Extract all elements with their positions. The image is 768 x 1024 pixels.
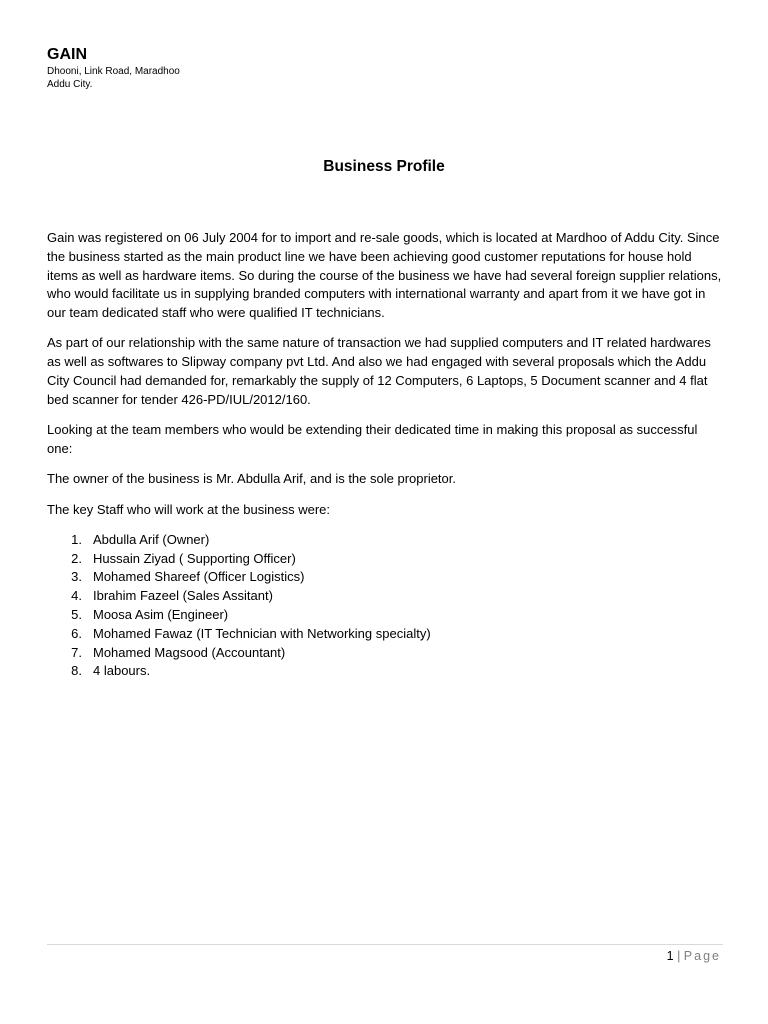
list-item-number: 1. [71, 531, 82, 547]
list-item-number: 7. [71, 644, 82, 660]
list-item [47, 662, 723, 681]
page-footer [667, 948, 721, 964]
paragraph-team-intro: Looking at the team members who would be extending their dedicated time in making this proposal as successful one: [47, 422, 698, 456]
company-name: GAIN [47, 46, 87, 63]
address-line-1: Dhooni, Link Road, Maradhoo [47, 66, 180, 77]
list-item-text: Hussain Ziyad ( Supporting Officer) [93, 550, 296, 566]
paragraph-staff-intro: The key Staff who will work at the business were: [47, 501, 330, 517]
staff-list [47, 531, 723, 681]
list-item-number: 8. [71, 663, 82, 679]
list-item-text: Moosa Asim (Engineer) [93, 607, 229, 623]
list-item [47, 550, 723, 569]
paragraph-relationships: As part of our relationship with the same nature of transaction we had supplied computers and IT related hardwares as well as softwares to Slipway company pvt Ltd. And also we had engaged with several proposals which the Addu City Council had demanded for, remarkably the supply of 12 Computers, 6 Laptops, 5 Document scanner and 4 flat bed scanner for tender 426-PD/IUL/2012/160. [47, 335, 711, 407]
letterhead [47, 45, 180, 91]
paragraph-registration: Gain was registered on 06 July 2004 for to import and re-sale goods, which is located at Mardhoo of Addu City. Since the business started as the main product line we have been achieving good customer reputations for house hold items as well as hardware items. So during the course of the business we have had several foreign supplier relations, who would facilitate us in supplying branded computers with international warranty and apart from it we have got in our team dedicated staff who were qualified IT technicians. [47, 230, 722, 321]
list-item [47, 606, 723, 625]
page-label: Page [683, 949, 721, 963]
list-item [47, 644, 723, 663]
list-item-text: Abdulla Arif (Owner) [93, 531, 210, 547]
list-item-text: Mohamed Magsood (Accountant) [93, 644, 286, 660]
list-item-number: 4. [71, 588, 82, 604]
page-number: 1 [666, 949, 674, 963]
address-line-2: Addu City. [47, 79, 93, 90]
footer-separator: | [677, 949, 681, 963]
list-item-text: Ibrahim Fazeel (Sales Assitant) [93, 588, 273, 604]
list-item-number: 5. [71, 607, 82, 623]
footer-divider [47, 944, 723, 945]
list-item-number: 2. [71, 550, 82, 566]
list-item-number: 6. [71, 625, 82, 641]
list-item [47, 587, 723, 606]
list-item-text: Mohamed Fawaz (IT Technician with Networking specialty) [93, 625, 431, 641]
list-item [47, 625, 723, 644]
list-item [47, 531, 723, 550]
list-item [47, 568, 723, 587]
list-item-text: 4 labours. [93, 663, 151, 679]
document-title: Business Profile [323, 158, 445, 175]
list-item-number: 3. [71, 569, 82, 585]
list-item-text: Mohamed Shareef (Officer Logistics) [93, 569, 305, 585]
paragraph-owner: The owner of the business is Mr. Abdulla Arif, and is the sole proprietor. [47, 471, 456, 487]
document-body [47, 229, 723, 681]
